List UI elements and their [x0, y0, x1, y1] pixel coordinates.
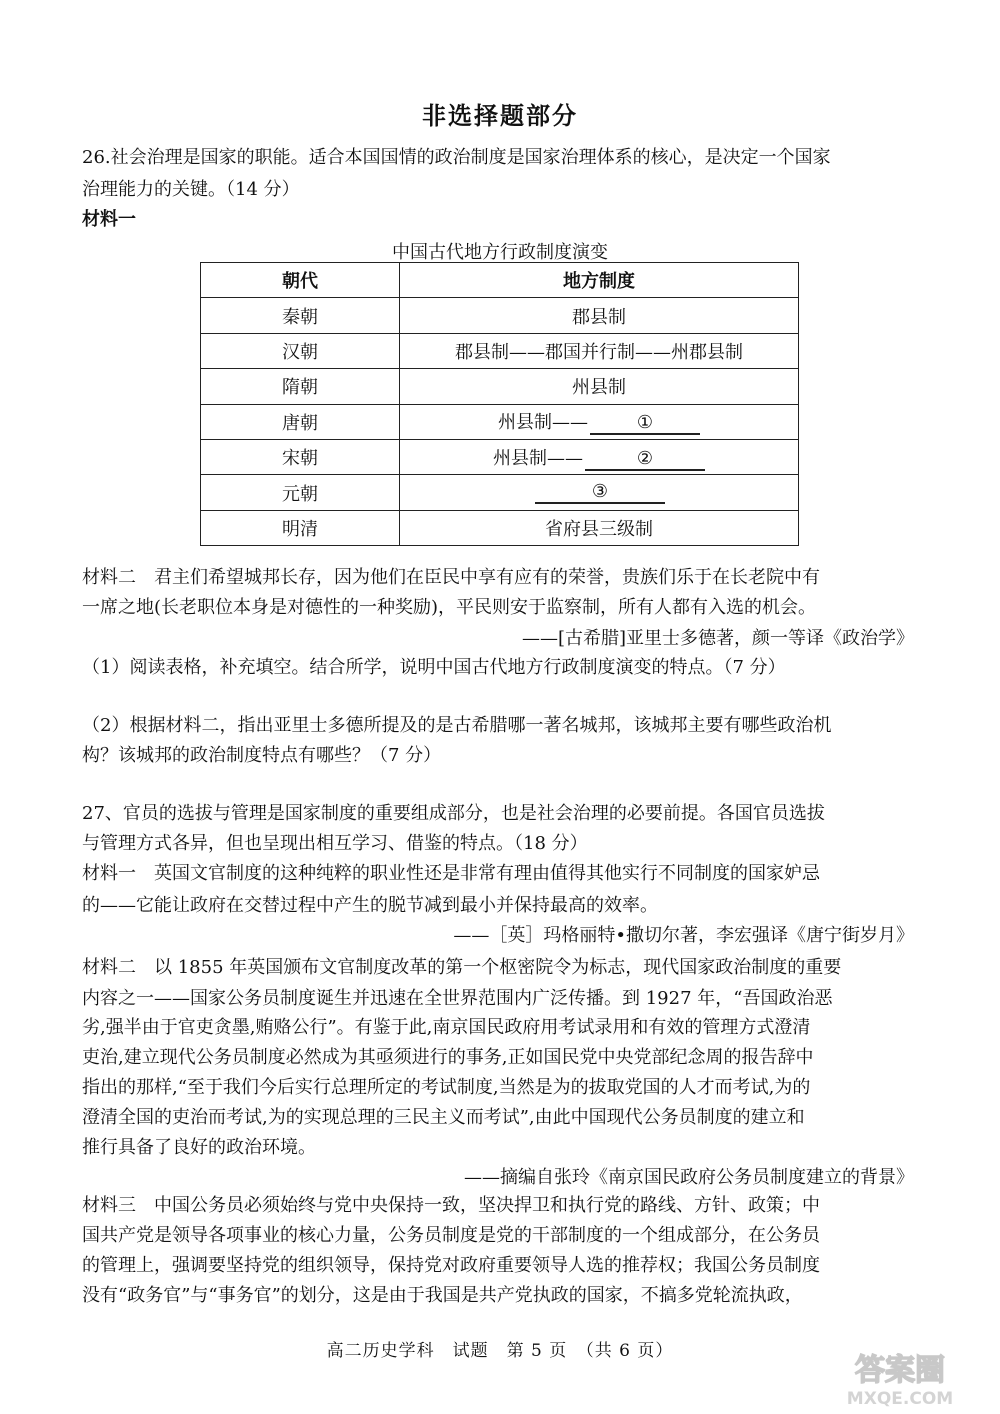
q27-material2-line-5: 指出的那样,“至于我们今后实行总理所定的考试制度,当然是为的拔取党国的人才而考试,为的	[82, 1077, 811, 1098]
header-system: 地方制度	[400, 263, 799, 298]
dynasty-table	[200, 262, 799, 546]
q27-material3-line-4: 没有“政务官”与“事务官”的划分，这是由于我国是共产党执政的国家，不搞多党轮流执政，	[82, 1285, 803, 1306]
q26-material1-label: 材料一	[82, 209, 136, 230]
q27-material1-line-1: 材料一 英国文官制度的这种纯粹的职业性还是非常有理由值得其他实行不同制度的国家妒忌	[82, 863, 820, 884]
table-row	[201, 298, 799, 333]
q27-material2-line-3: 劣,强半由于官吏贪墨,贿赂公行”。有鉴于此,南京国民政府用考试录用和有效的管理方式澄清	[82, 1017, 811, 1038]
q26-sub-question-2-line-2: 构？该城邦的政治制度特点有哪些？（7 分）	[82, 745, 442, 766]
q27-material2-source: ——摘编自张玲《南京国民政府公务员制度建立的背景》	[464, 1167, 914, 1188]
q26-stem-line-2: 治理能力的关键。（14 分）	[82, 179, 300, 200]
table-row	[201, 333, 799, 368]
q26-sub-question-2-line-1: （2）根据材料二，指出亚里士多德所提及的是古希腊哪一著名城邦，该城邦主要有哪些政治机	[82, 715, 832, 736]
cell-system: 郡县制——郡国并行制——州郡县制	[400, 333, 799, 368]
q26-material2-line-2: 一席之地(长老职位本身是对德性的一种奖励)，平民则安于监察制，所有人都有入选的机会。	[82, 597, 817, 618]
q27-material2-line-1: 材料二 以 1855 年英国颁布文官制度改革的第一个枢密院令为标志，现代国家政治制度的重要	[82, 957, 842, 978]
q26-sub-question-1: （1）阅读表格，补充填空。结合所学，说明中国古代地方行政制度演变的特点。（7 分）	[82, 657, 786, 678]
cell-dynasty: 隋朝	[201, 369, 400, 404]
cell-system	[400, 404, 799, 439]
fill-blank-2[interactable]: ②	[585, 449, 705, 471]
watermark-url: MXQE.COM	[846, 1389, 954, 1409]
header-dynasty: 朝代	[201, 263, 400, 298]
cell-dynasty: 元朝	[201, 475, 400, 510]
cell-dynasty: 汉朝	[201, 333, 400, 368]
cell-dynasty: 唐朝	[201, 404, 400, 439]
table-row	[201, 439, 799, 474]
q27-material3-line-1: 材料三 中国公务员必须始终与党中央保持一致，坚决捍卫和执行党的路线、方针、政策；中	[82, 1195, 820, 1216]
q27-stem-line-1: 27、官员的选拔与管理是国家制度的重要组成部分，也是社会治理的必要前提。各国官员选拔	[82, 803, 825, 824]
q27-material3-line-3: 的管理上，强调要坚持党的组织领导，保持党对政府重要领导人选的推荐权；我国公务员制度	[82, 1255, 820, 1276]
cell-system	[400, 439, 799, 474]
q27-material2-line-2: 内容之一——国家公务员制度诞生并迅速在全世界范围内广泛传播。到 1927 年，“吾国政治恶	[82, 988, 833, 1009]
cell-prefix: 州县制——	[498, 412, 588, 434]
cell-dynasty: 宋朝	[201, 439, 400, 474]
q27-material2-line-4: 吏治,建立现代公务员制度必然成为其亟须进行的事务,正如国民党中央党部纪念周的报告辞中	[82, 1047, 814, 1068]
cell-dynasty: 秦朝	[201, 298, 400, 333]
q27-material3-line-2: 国共产党是领导各项事业的核心力量，公务员制度是党的干部制度的一个组成部分，在公务员	[82, 1225, 820, 1246]
page-footer: 高二历史学科 试题 第 5 页 （共 6 页）	[326, 1341, 674, 1361]
cell-system: 郡县制	[400, 298, 799, 333]
table-row	[201, 510, 799, 545]
fill-blank-1[interactable]: ①	[590, 413, 700, 435]
watermark-text: 答案圈	[855, 1353, 945, 1388]
q27-material1-source: ——［英］玛格丽特•撒切尔著，李宏强译《唐宁街岁月》	[453, 925, 914, 946]
cell-system: 州县制	[400, 369, 799, 404]
cell-dynasty: 明清	[201, 510, 400, 545]
fill-blank-3[interactable]: ③	[535, 482, 665, 504]
q27-material2-line-7: 推行具备了良好的政治环境。	[82, 1137, 316, 1158]
table-row	[201, 369, 799, 404]
table-header-row	[201, 263, 799, 298]
q27-stem-line-2: 与管理方式各异，但也呈现出相互学习、借鉴的特点。（18 分）	[82, 833, 588, 854]
table-caption: 中国古代地方行政制度演变	[392, 242, 608, 263]
q27-material1-line-2: 的——它能让政府在交替过程中产生的脱节减到最小并保持最高的效率。	[82, 895, 658, 916]
q26-material2-line-1: 材料二 君主们希望城邦长存，因为他们在臣民中享有应有的荣誉，贵族们乐于在长老院中有	[82, 567, 820, 588]
cell-system: 省府县三级制	[400, 510, 799, 545]
q27-material2-line-6: 澄清全国的吏治而考试,为的实现总理的三民主义而考试”,由此中国现代公务员制度的建立和	[82, 1107, 805, 1128]
cell-system	[400, 475, 799, 510]
section-title: 非选择题部分	[422, 101, 578, 130]
table-row	[201, 475, 799, 510]
watermark-logo	[820, 1346, 980, 1410]
table-row	[201, 404, 799, 439]
cell-prefix: 州县制——	[493, 447, 583, 469]
q26-material2-source: ——[古希腊]亚里士多德著，颜一等译《政治学》	[521, 628, 914, 649]
q26-stem-line-1: 26.社会治理是国家的职能。适合本国国情的政治制度是国家治理体系的核心，是决定一个国家	[82, 147, 831, 168]
